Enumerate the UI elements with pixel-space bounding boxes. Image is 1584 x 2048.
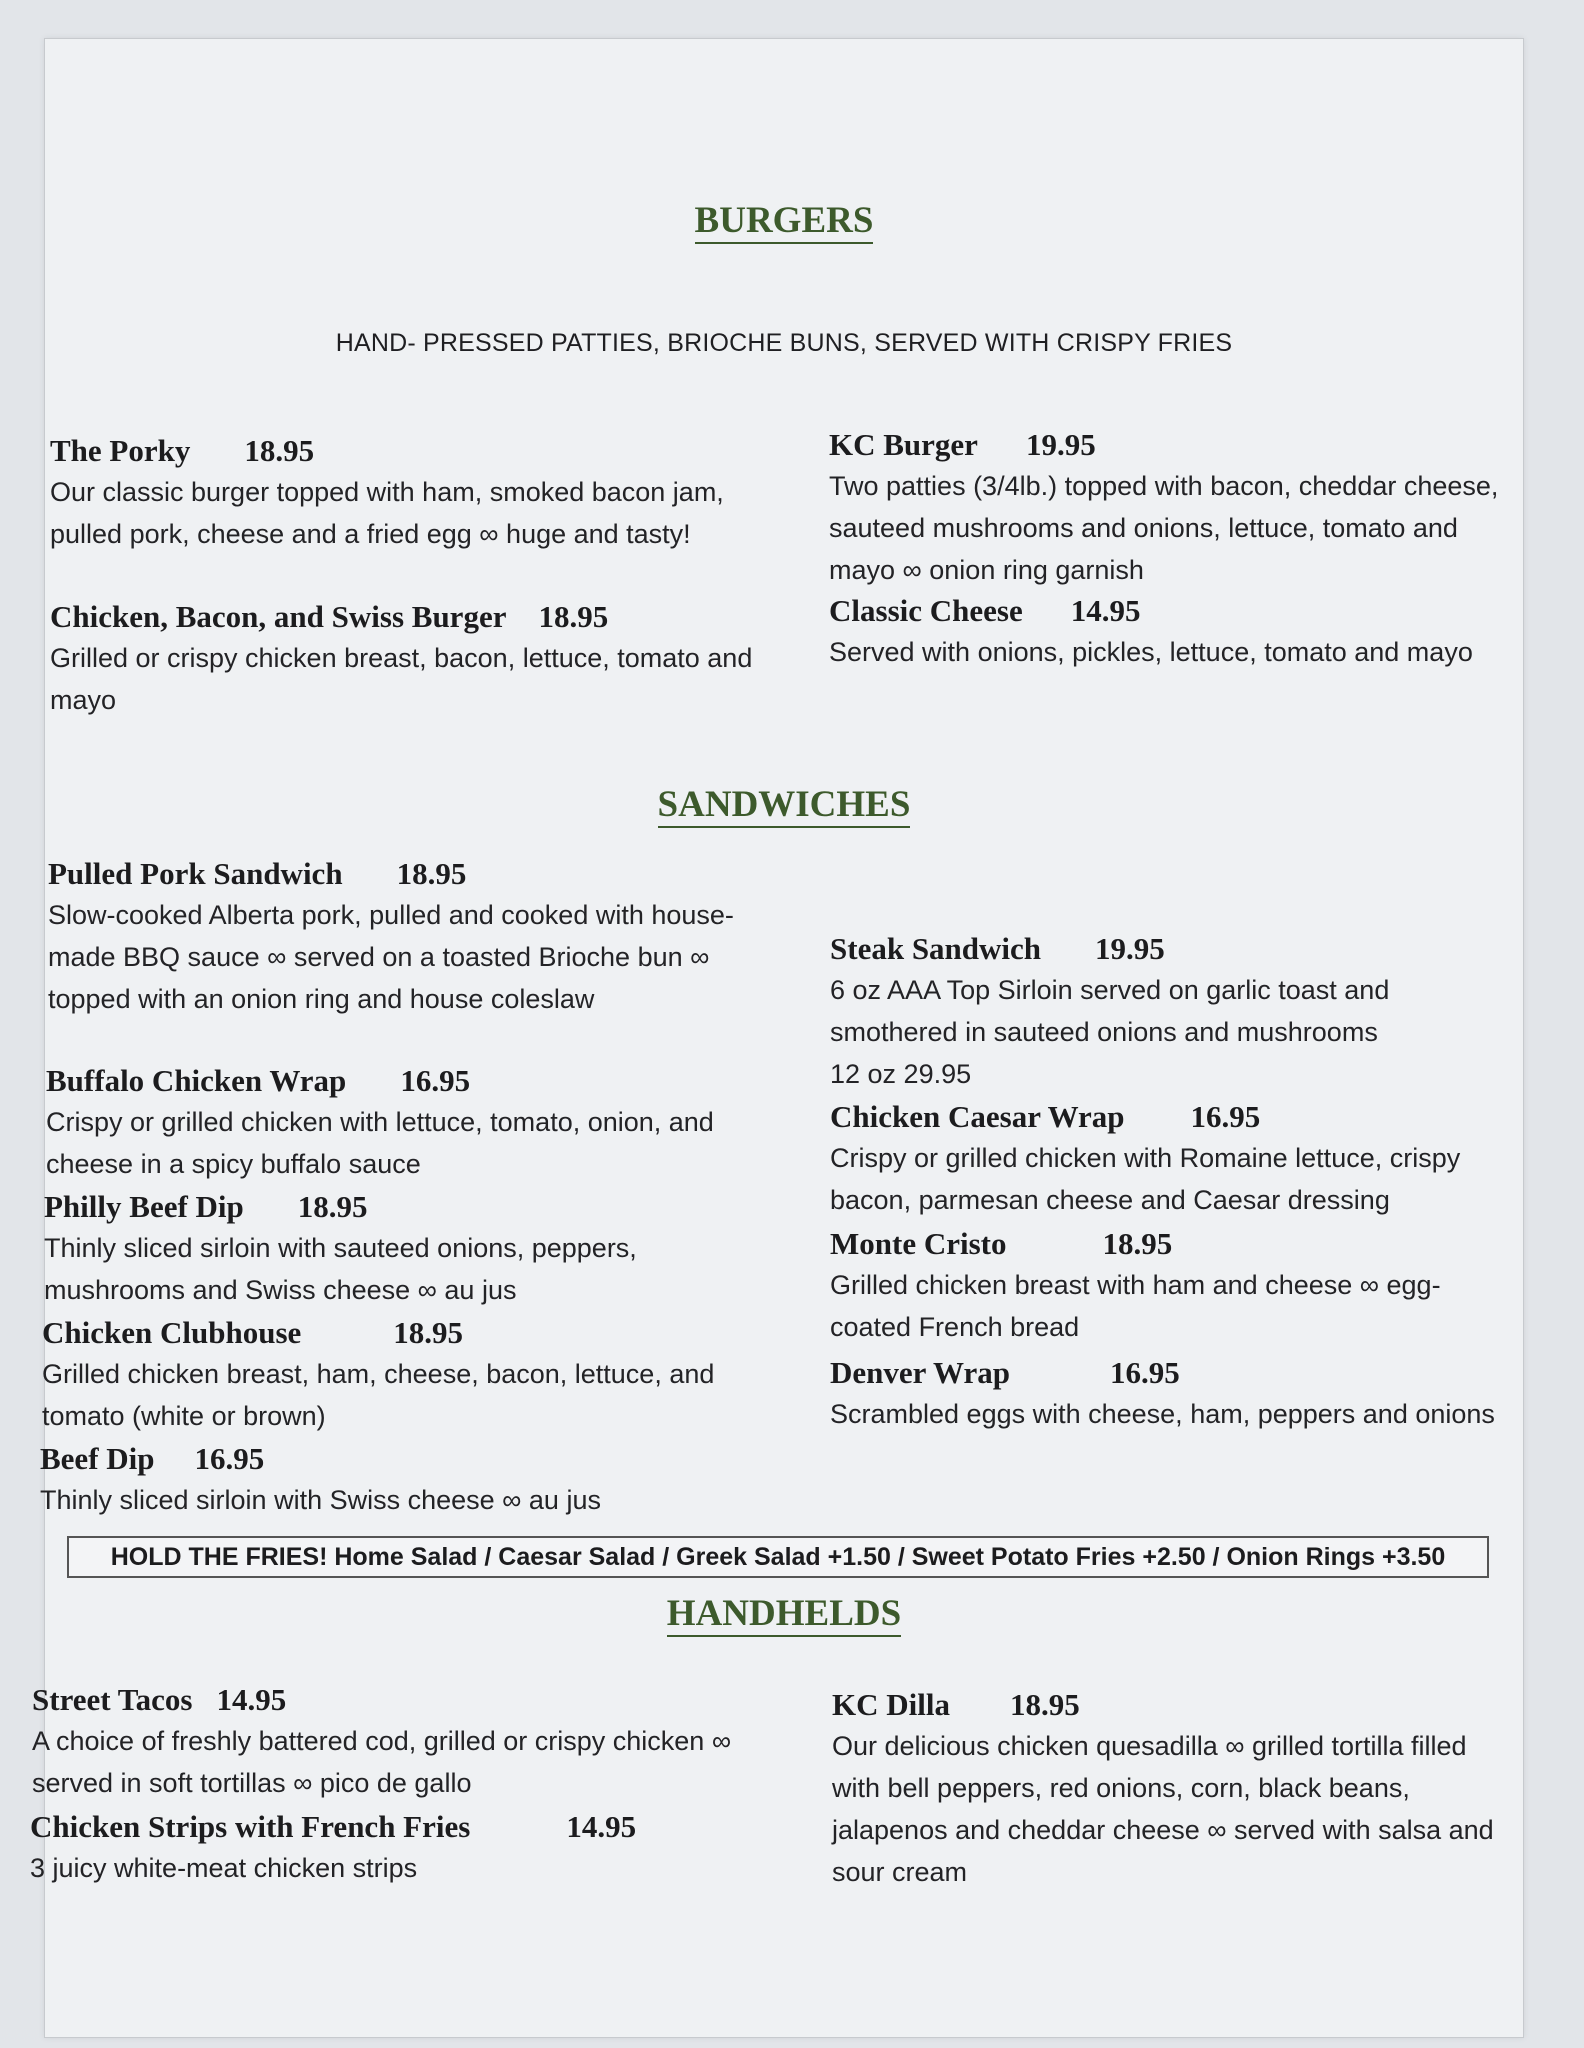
item-price: 18.95	[297, 1189, 368, 1224]
menu-item-chicken-strips	[30, 1807, 750, 1889]
item-name: Classic Cheese	[829, 593, 1023, 628]
item-price: 14.95	[566, 1809, 637, 1844]
item-name: KC Dilla	[832, 1687, 950, 1722]
menu-page	[30, 38, 1524, 2038]
menu-item-denver-wrap	[830, 1353, 1520, 1435]
menu-item-classic-cheese	[829, 591, 1509, 673]
menu-item-beef-dip	[40, 1439, 760, 1521]
item-price: 19.95	[1025, 427, 1096, 462]
item-name: Monte Cristo	[830, 1226, 1007, 1261]
item-description: Thinly sliced sirloin with sauteed onions, peppers, mushrooms and Swiss cheese ∞ au jus	[44, 1233, 637, 1305]
burgers-subheading: HAND- PRESSED PATTIES, BRIOCHE BUNS, SERVED WITH CRISPY FRIES	[335, 329, 1233, 357]
item-price: 18.95	[244, 433, 315, 468]
item-name: Denver Wrap	[830, 1355, 1010, 1390]
menu-item-the-porky	[50, 431, 770, 555]
item-price: 16.95	[1109, 1355, 1180, 1390]
menu-item-chicken-clubhouse	[42, 1313, 762, 1437]
item-name: Philly Beef Dip	[44, 1189, 244, 1224]
item-name: Chicken, Bacon, and Swiss Burger	[50, 599, 507, 634]
item-name: Pulled Pork Sandwich	[48, 856, 343, 891]
item-name: Chicken Strips with French Fries	[30, 1809, 471, 1844]
item-description: 3 juicy white-meat chicken strips	[30, 1853, 418, 1883]
item-name: KC Burger	[829, 427, 978, 462]
item-price: 16.95	[1190, 1099, 1261, 1134]
item-description: Crispy or grilled chicken with Romaine lettuce, crispy bacon, parmesan cheese and Caesar dressing	[830, 1143, 1461, 1215]
item-description: Scrambled eggs with cheese, ham, peppers and onions	[830, 1399, 1495, 1429]
item-description: Crispy or grilled chicken with lettuce, tomato, onion, and cheese in a spicy buffalo sauce	[46, 1107, 714, 1179]
menu-item-steak-sandwich	[830, 929, 1520, 1095]
item-name: Buffalo Chicken Wrap	[46, 1063, 347, 1098]
item-description: Grilled or crispy chicken breast, bacon, lettuce, tomato and mayo	[50, 643, 753, 715]
item-price: 16.95	[400, 1063, 471, 1098]
menu-item-kc-burger	[829, 425, 1509, 591]
item-name: Steak Sandwich	[830, 931, 1042, 966]
item-description: 6 oz AAA Top Sirloin served on garlic toast and smothered in sauteed onions and mushrooms	[830, 975, 1390, 1047]
item-name: The Porky	[50, 433, 191, 468]
item-name: Chicken Caesar Wrap	[830, 1099, 1125, 1134]
item-price: 16.95	[194, 1441, 265, 1476]
item-description: Our delicious chicken quesadilla ∞ grilled tortilla filled with bell peppers, red onions, corn, black beans, jalapenos and cheddar cheese ∞ served with salsa and sour cream	[832, 1731, 1494, 1887]
item-price: 18.95	[538, 599, 609, 634]
item-description: A choice of freshly battered cod, grilled or crispy chicken ∞ served in soft tortillas ∞ pico de gallo	[32, 1726, 732, 1798]
item-description: Grilled chicken breast, ham, cheese, bacon, lettuce, and tomato (white or brown)	[42, 1359, 715, 1431]
burgers-heading: BURGERS	[45, 199, 1523, 242]
item-description: Thinly sliced sirloin with Swiss cheese ∞ au jus	[40, 1485, 601, 1515]
handhelds-heading: HANDHELDS	[45, 1592, 1523, 1635]
item-name: Beef Dip	[40, 1441, 155, 1476]
item-price: 14.95	[216, 1682, 287, 1717]
item-description: Two patties (3/4lb.) topped with bacon, cheddar cheese, sauteed mushrooms and onions, lettuce, tomato and mayo ∞ onion ring garnish	[829, 471, 1499, 585]
item-description: Grilled chicken breast with ham and cheese ∞ egg-coated French bread	[830, 1270, 1441, 1342]
item-price: 19.95	[1095, 931, 1165, 966]
item-description: Served with onions, pickles, lettuce, tomato and mayo	[829, 637, 1473, 667]
menu-item-street-tacos	[32, 1680, 732, 1804]
menu-item-kc-dilla	[832, 1685, 1512, 1893]
item-price: 18.95	[396, 856, 467, 891]
menu-item-chicken-bacon-swiss	[50, 597, 770, 721]
item-price: 18.95	[1102, 1226, 1173, 1261]
item-price: 14.95	[1070, 593, 1141, 628]
item-description: Our classic burger topped with ham, smoked bacon jam, pulled pork, cheese and a fried egg ∞ huge and tasty!	[50, 477, 724, 549]
hold-the-fries-note: HOLD THE FRIES! Home Salad / Caesar Salad / Greek Salad +1.50 / Sweet Potato Fries +2.50 / Onion Rings +3.50	[67, 1536, 1489, 1578]
item-price: 18.95	[1009, 1687, 1080, 1722]
menu-item-monte-cristo	[830, 1224, 1520, 1348]
menu-item-philly-beef-dip	[44, 1187, 764, 1311]
menu-item-chicken-caesar-wrap	[830, 1097, 1530, 1221]
menu-item-buffalo-chicken-wrap	[46, 1061, 766, 1185]
item-price: 18.95	[393, 1315, 464, 1350]
item-extra-size: 12 oz 29.95	[830, 1059, 972, 1089]
item-name: Street Tacos	[32, 1682, 193, 1717]
item-description: Slow-cooked Alberta pork, pulled and cooked with house-made BBQ sauce ∞ served on a toasted Brioche bun ∞ topped with an onion ring and house coleslaw	[48, 900, 734, 1014]
sandwiches-heading: SANDWICHES	[45, 783, 1523, 826]
item-name: Chicken Clubhouse	[42, 1315, 302, 1350]
menu-item-pulled-pork-sandwich	[48, 854, 768, 1020]
